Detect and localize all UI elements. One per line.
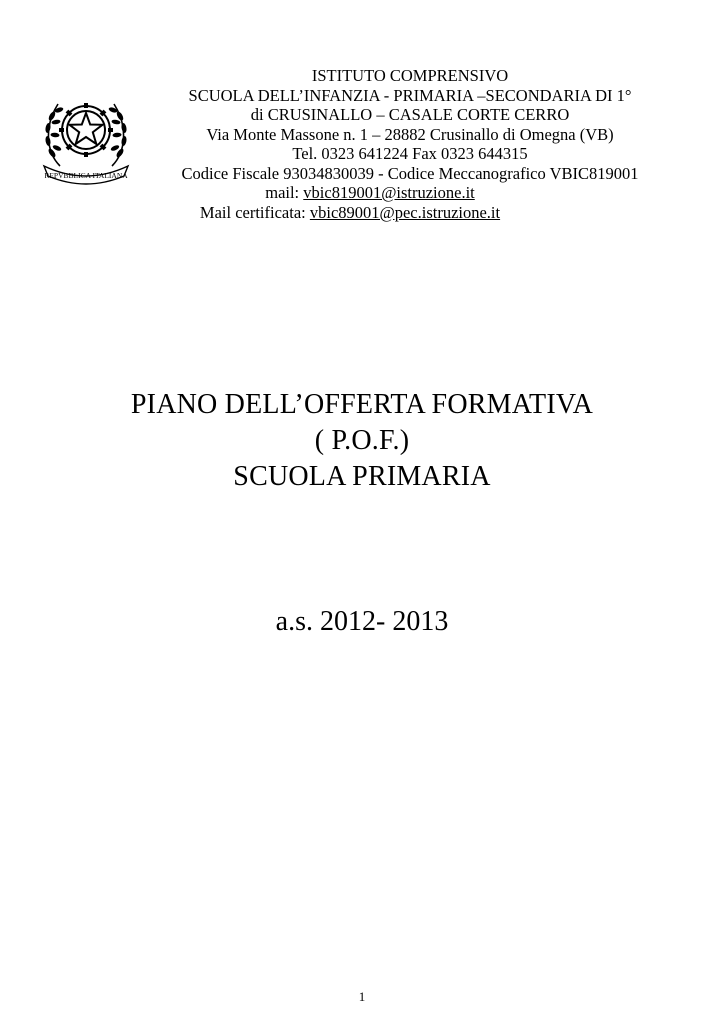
italian-republic-emblem-icon xyxy=(38,86,134,186)
emblem-ribbon-text: REPVBBLICA ITALIANA xyxy=(44,171,128,180)
schools-line-1: SCUOLA DELL’INFANZIA - PRIMARIA –SECONDARIA DI 1° xyxy=(188,85,632,105)
school-year: a.s. 2012- 2013 xyxy=(275,606,449,637)
institute-phone-fax: Tel. 0323 641224 Fax 0323 644315 xyxy=(292,144,528,163)
schools-line-2: di CRUSINALLO – CASALE CORTE CERRO xyxy=(250,105,570,124)
mail-line xyxy=(110,183,630,203)
institute-header xyxy=(150,66,670,222)
institute-address: Via Monte Massone n. 1 – 28882 Crusinallo di Omegna (VB) xyxy=(206,124,614,144)
title-line-1: PIANO DELL’OFFERTA FORMATIVA xyxy=(130,389,594,420)
pec-mail-label: Mail certificata: xyxy=(199,202,310,222)
title-line-2: ( P.O.F.) xyxy=(314,425,410,456)
title-line-3: SCUOLA PRIMARIA xyxy=(233,461,491,492)
pec-mail-line xyxy=(90,203,610,223)
institute-name: ISTITUTO COMPRENSIVO xyxy=(311,66,509,85)
mail-link[interactable]: vbic819001@istruzione.it xyxy=(303,183,475,202)
institute-codes: Codice Fiscale 93034830039 - Codice Meccanografico VBIC819001 xyxy=(181,163,639,183)
document-title xyxy=(0,387,724,495)
pec-mail-link[interactable]: vbic89001@pec.istruzione.it xyxy=(309,202,501,222)
page-number: 1 xyxy=(358,989,366,1004)
mail-label: mail: xyxy=(265,183,304,202)
